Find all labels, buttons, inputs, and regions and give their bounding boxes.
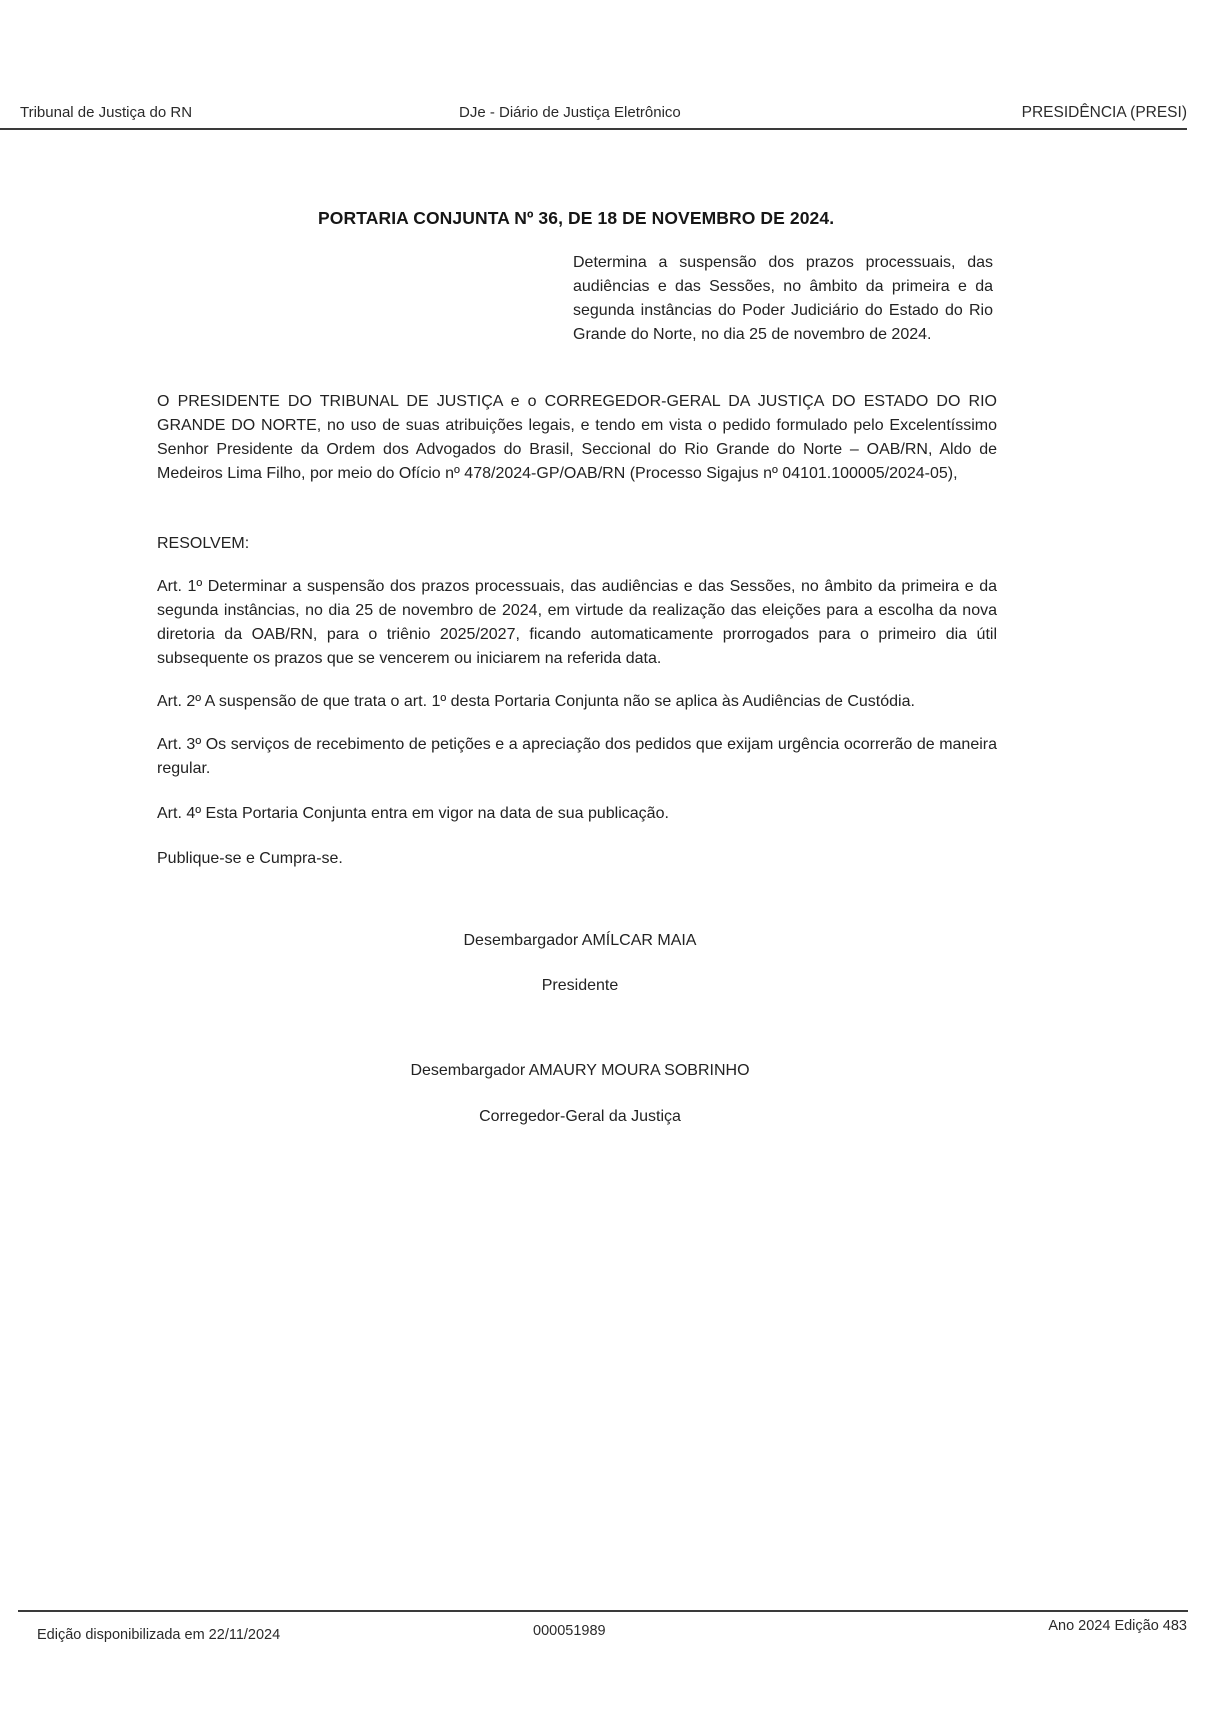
- document-preamble: O PRESIDENTE DO TRIBUNAL DE JUSTIÇA e o CORREGEDOR-GERAL DA JUSTIÇA DO ESTADO DO RIO GRANDE DO NORTE, no uso de suas atribuições legais, e tendo em vista o pedido formulado pelo Excelentíssimo Senhor Presidente da Ordem dos Advogados do Brasil, Seccional do Rio Grande do Norte – OAB/RN, Aldo de Medeiros Lima Filho, por meio do Ofício nº 478/2024-GP/OAB/RN (Processo Sigajus nº 04101.100005/2024-05),: [157, 393, 997, 482]
- closing-formula: Publique-se e Cumpra-se.: [157, 850, 343, 867]
- signature-president-role: Presidente: [541, 977, 619, 994]
- signature-corregedor-role: Corregedor-Geral da Justiça: [479, 1108, 681, 1125]
- document-title: PORTARIA CONJUNTA Nº 36, DE 18 DE NOVEMBRO DE 2024.: [318, 208, 835, 228]
- header-section: PRESIDÊNCIA (PRESI): [1021, 104, 1187, 121]
- header-divider: [0, 128, 1187, 130]
- article-1: Art. 1º Determinar a suspensão dos prazos processuais, das audiências e das Sessões, no âmbito da primeira e da segunda instâncias, no dia 25 de novembro de 2024, em virtude da realização das eleições para a escolha da nova diretoria da OAB/RN, para o triênio 2025/2027, ficando automaticamente prorrogados para o primeiro dia útil subsequente os prazos que se vencerem ou iniciarem na referida data.: [157, 578, 997, 667]
- article-3: Art. 3º Os serviços de recebimento de petições e a apreciação dos pedidos que exijam urgência ocorrerão de maneira regular.: [157, 736, 997, 777]
- signature-corregedor-name: Desembargador AMAURY MOURA SOBRINHO: [410, 1062, 750, 1079]
- footer-document-number: 000051989: [533, 1623, 606, 1639]
- header-court-name: Tribunal de Justiça do RN: [20, 104, 193, 121]
- article-4: Art. 4º Esta Portaria Conjunta entra em vigor na data de sua publicação.: [157, 805, 669, 822]
- signature-president-name: Desembargador AMÍLCAR MAIA: [463, 932, 697, 949]
- footer-edition: Ano 2024 Edição 483: [1048, 1618, 1187, 1634]
- document-ementa: Determina a suspensão dos prazos processuais, das audiências e das Sessões, no âmbito da primeira e da segunda instâncias do Poder Judiciário do Estado do Rio Grande do Norte, no dia 25 de novembro de 2024.: [573, 254, 993, 343]
- header-journal-name: DJe - Diário de Justiça Eletrônico: [459, 104, 681, 121]
- footer-divider: [18, 1610, 1188, 1612]
- footer-availability-date: Edição disponibilizada em 22/11/2024: [37, 1627, 281, 1643]
- resolvem-heading: RESOLVEM:: [157, 535, 250, 552]
- article-2: Art. 2º A suspensão de que trata o art. 1º desta Portaria Conjunta não se aplica às Audiências de Custódia.: [157, 693, 915, 710]
